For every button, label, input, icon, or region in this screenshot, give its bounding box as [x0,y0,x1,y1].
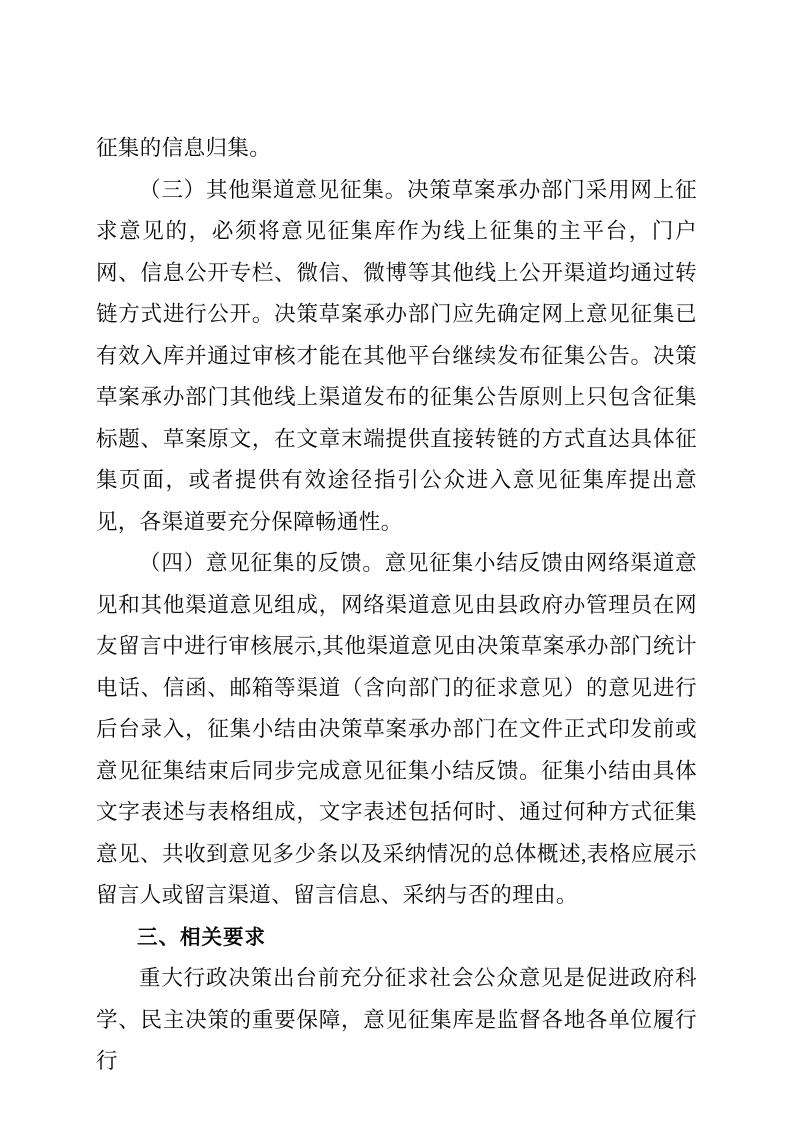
paragraph-section-three: （三）其他渠道意见征集。决策草案承办部门采用网上征求意见的，必须将意见征集库作为线上征集的主平台，门户网、信息公开专栏、微信、微博等其他线上公开渠道均通过转链方式进行公开。决策草案承办部门应先确定网上意见征集已有效入库并通过审核才能在其他平台继续发布征集公告。决策草案承办部门其他线上渠道发布的征集公告原则上只包含征集标题、草案原文，在文章末端提供直接转链的方式直达具体征集页面，或者提供有效途径指引公众进入意见征集库提出意见，各渠道要充分保障畅通性。 [96,177,697,534]
paragraph-carryover: 征集的信息归集。 [96,136,272,160]
paragraph-section-four: （四）意见征集的反馈。意见征集小结反馈由网络渠道意见和其他渠道意见组成，网络渠道意见由县政府办管理员在网友留言中进行审核展示,其他渠道意见由决策草案承办部门统计电话、信函、邮箱等渠道（含向部门的征求意见）的意见进行后台录入，征集小结由决策草案承办部门在文件正式印发前或意见征集结束后同步完成意见征集小结反馈。征集小结由具体文字表述与表格组成，文字表述包括何时、通过何种方式征集意见、共收到意见多少条以及采纳情况的总体概述,表格应展示留言人或留言渠道、留言信息、采纳与否的理由。 [96,551,697,907]
heading-requirements: 三、相关要求 [137,925,266,949]
document-body [96,128,697,1083]
paragraph-requirements-body: 重大行政决策出台前充分征求社会公众意见是促进政府科学、民主决策的重要保障，意见征集库是监督各地各单位履行行 [96,966,697,1073]
